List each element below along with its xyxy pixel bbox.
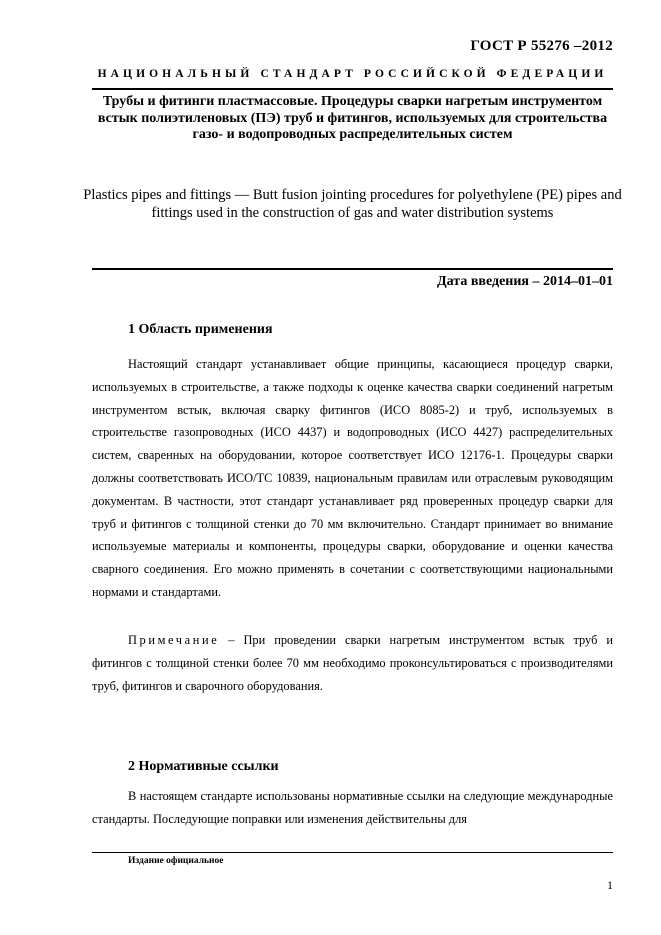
note-label: Примечание [128,633,220,647]
introduction-date: Дата введения – 2014–01–01 [437,274,613,289]
note-text: – При проведении сварки нагретым инструментом встык труб и фитингов с толщиной стенки более 70 мм необходимо проконсультироваться с производителями труб, фитингов и сварочного оборудования. [92,633,613,693]
title-russian: Трубы и фитинги пластмассовые. Процедуры сварки нагретым инструментом встык полиэтиленовых (ПЭ) труб и фитингов, используемых для строительства газо- и водопроводных распределительных систем [97,94,608,142]
header-divider [92,88,613,90]
normative-references-paragraph: В настоящем стандарте использованы нормативные ссылки на следующие международные стандарты. Последующие поправки или изменения действительны для [92,789,613,826]
section-heading-normative-references: 2 Нормативные ссылки [128,759,279,774]
title-english: Plastics pipes and fittings — Butt fusion jointing procedures for polyethylene (PE) pipes and fittings used in the construction of gas and water distribution systems [83,187,622,221]
title-divider [92,268,613,270]
section-heading-scope: 1 Область применения [128,322,273,337]
standard-type-heading: НАЦИОНАЛЬНЫЙ СТАНДАРТ РОССИЙСКОЙ ФЕДЕРАЦИИ [97,68,608,80]
page-number: 1 [607,878,613,892]
footer-divider [92,852,613,853]
document-code: ГОСТ Р 55276 –2012 [470,38,613,54]
edition-label: Издание официальное [128,856,224,866]
scope-note [92,629,613,697]
scope-paragraph: Настоящий стандарт устанавливает общие принципы, касающиеся процедур сварки, используемых в строительстве, а также подходы к оценке качества сварки соединений нагретым инструментом встык, включая сварку фитингов (ИСО 8085-2) и труб, используемых в строительстве газопроводных (ИСО 4437) и водопроводных (ИСО 4427) распределительных систем, сваренных на оборудовании, которое соответствует ИСО 12176-1. Процедуры сварки должны соответствовать ИСО/ТС 10839, национальным правилам или отраслевым руководящим документам. В частности, этот стандарт устанавливает ряд проверенных процедур сварки для труб и фитингов с толщиной стенки до 70 мм включительно. Стандарт принимает во внимание используемые материалы и компоненты, процедуры сварки, оборудование и оценки качества сварного соединения. Его можно применять в сочетании с соответствующими национальными нормами и стандартами. [92,357,613,599]
